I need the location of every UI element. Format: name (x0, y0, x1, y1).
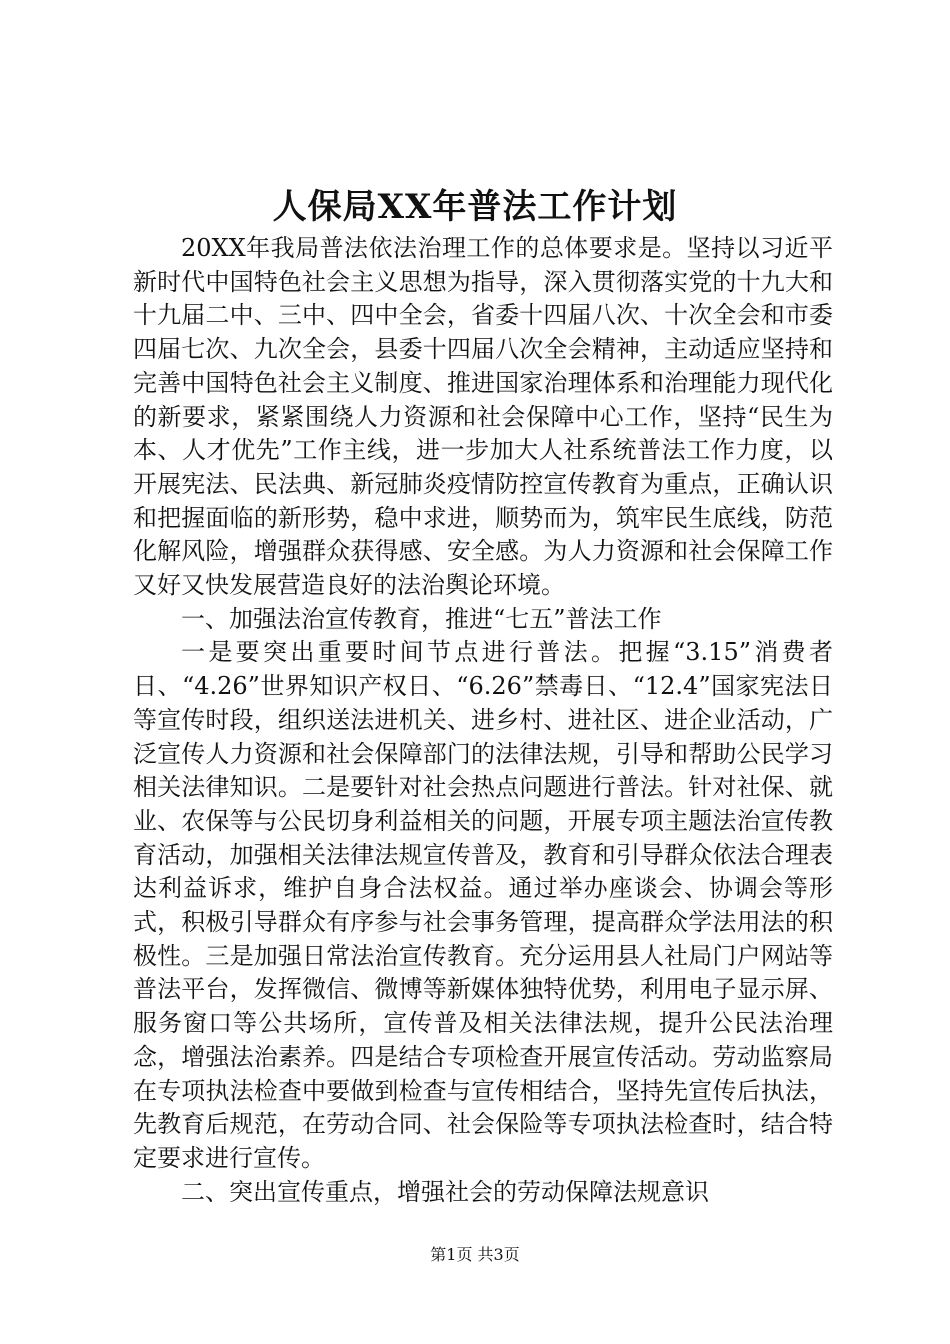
section-heading-1: 一、加强法治宣传教育，推进“七五”普法工作 (181, 604, 662, 633)
section-1-paragraph: 一是要突出重要时间节点进行普法。把握“3.15”消费者日、“4.26”世界知识产权日、“6.26”禁毒日、“12.4”国家宪法日等宣传时段，组织送法进机关、进乡村、进社区、进企业活动，广泛宣传人力资源和社会保障部门的法律法规，引导和帮助公民学习相关法律知识。二是要针对社会热点问题进行普法。针对社保、就业、农保等与公民切身利益相关的问题，开展专项主题法治宣传教育活动，加强相关法律法规宣传普及，教育和引导群众依法合理表达利益诉求，维护自身合法权益。通过举办座谈会、协调会等形式，积极引导群众有序参与社会事务管理，提高群众学法用法的积极性。三是加强日常法治宣传教育。充分运用县人社局门户网站等普法平台，发挥微信、微博等新媒体独特优势，利用电子显示屏、服务窗口等公共场所，宣传普及相关法律法规，提升公民法治理念，增强法治素养。四是结合专项检查开展宣传活动。劳动监察局在专项执法检查中要做到检查与宣传相结合，坚持先宣传后执法，先教育后规范，在劳动合同、社会保险等专项执法检查时，结合特定要求进行宣传。 (133, 638, 833, 1172)
page-footer: 第1页 共3页 (430, 1245, 520, 1264)
document-body (133, 232, 833, 1209)
document-title: 人保局XX年普法工作计划 (272, 187, 678, 227)
intro-paragraph: 20XX年我局普法依法治理工作的总体要求是。坚持以习近平新时代中国特色社会主义思想为指导，深入贯彻落实党的十九大和十九届二中、三中、四中全会，省委十四届八次、十次全会和市委四届七次、九次全会，县委十四届八次全会精神，主动适应坚持和完善中国特色社会主义制度、推进国家治理体系和治理能力现代化的新要求，紧紧围绕人力资源和社会保障中心工作，坚持“民生为本、人才优先”工作主线，进一步加大人社系统普法工作力度，以开展宪法、民法典、新冠肺炎疫情防控宣传教育为重点，正确认识和把握面临的新形势，稳中求进，顺势而为，筑牢民生底线，防范化解风险，增强群众获得感、安全感。为人力资源和社会保障工作又好又快发展营造良好的法治舆论环境。 (133, 234, 833, 600)
section-heading-2: 二、突出宣传重点，增强社会的劳动保障法规意识 (181, 1177, 709, 1206)
